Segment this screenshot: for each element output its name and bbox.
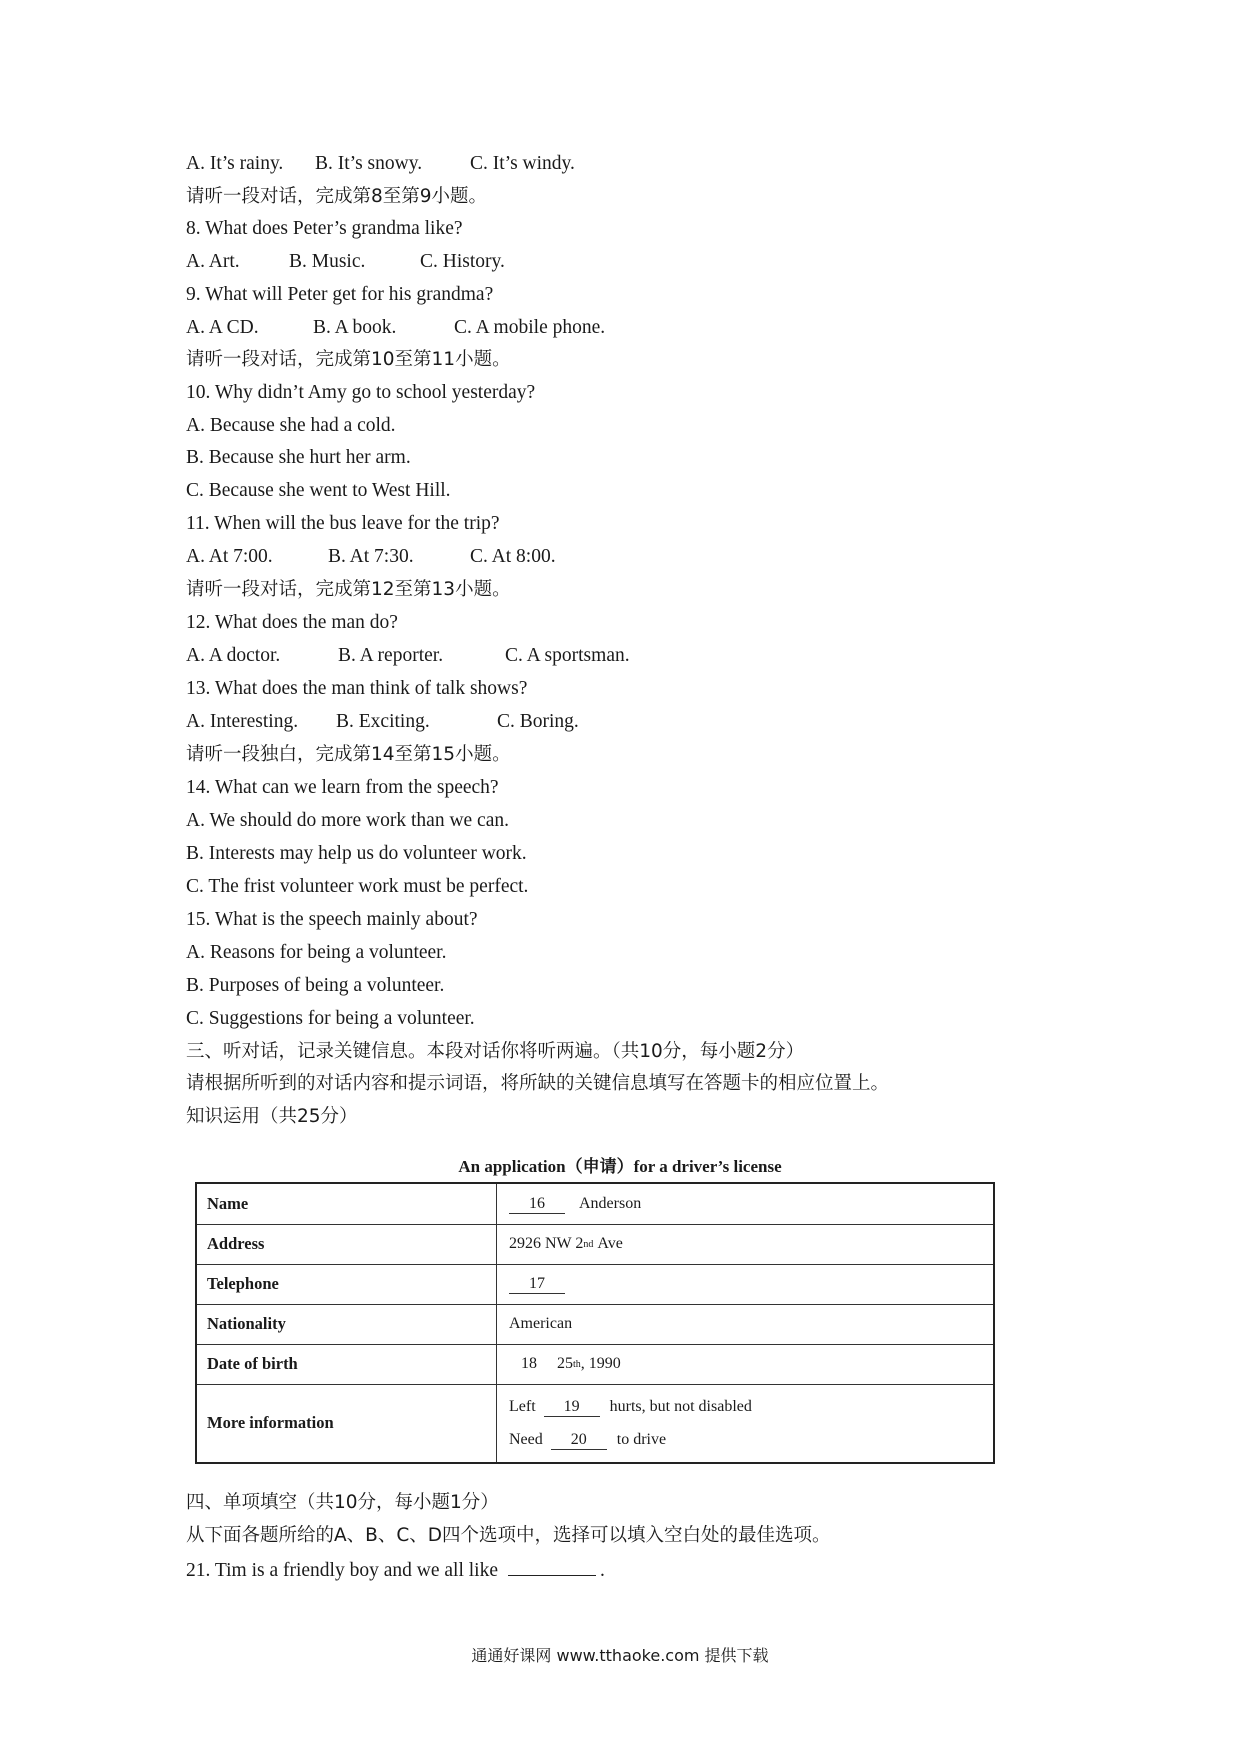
question-15: 15. What is the speech mainly about? [186,909,478,930]
name-value: Anderson [579,1195,642,1212]
question-12: 12. What does the man do? [186,612,398,633]
q13-options [186,710,579,734]
q15-option-a: A. Reasons for being a volunteer. [186,942,447,963]
q11-option-c: C. At 8:00. [470,546,556,567]
dialog-12-13-instruction: 请听一段对话，完成第12至第13小题。 [186,579,511,600]
more-line2-post: to drive [616,1431,667,1448]
q7-option-b: B. It’s snowy. [315,153,423,174]
q9-options [186,316,605,340]
q21-end: . [599,1560,605,1581]
blank-20: 20 [551,1431,607,1450]
more-line1-pre: Left [509,1398,536,1415]
address-value: 2926 NW 2 [509,1235,584,1252]
q9-option-c: C. A mobile phone. [454,317,606,338]
q14-option-a: A. We should do more work than we can. [186,810,509,831]
q12-option-b: B. A reporter. [338,645,444,666]
monologue-14-15-instruction: 请听一段独白，完成第14至第15小题。 [186,744,511,765]
q10-option-c: C. Because she went to West Hill. [186,480,451,501]
dob-value-cell [497,1344,993,1384]
address-label: Address [197,1224,497,1264]
section-3-instruction: 请根据所听到的对话内容和提示词语，将所缺的关键信息填写在答题卡的相应位置上。 [186,1073,890,1094]
more-info-line-1 [509,1390,752,1423]
footer-credit: 通通好课网 www.tthaoke.com 提供下载 [471,1646,769,1665]
name-label: Name [197,1184,497,1224]
blank-17: 17 [509,1275,565,1294]
telephone-value-cell [497,1264,993,1304]
blank-16: 16 [509,1195,565,1214]
blank-18: 18 [521,1355,537,1372]
section-4-instruction: 从下面各题所给的A、B、C、D四个选项中，选择可以填入空白处的最佳选项。 [186,1525,831,1546]
q15-option-b: B. Purposes of being a volunteer. [186,975,445,996]
question-10: 10. Why didn’t Amy go to school yesterday? [186,382,536,403]
more-info-line-2 [509,1423,666,1456]
application-title: An application（申请）for a driver’s license [458,1157,782,1176]
q7-option-c: C. It’s windy. [470,153,575,174]
blank-19: 19 [544,1398,600,1417]
row-name [197,1184,993,1225]
row-date-of-birth [197,1344,993,1385]
q7-options [186,152,575,176]
nationality-value-cell [497,1304,993,1344]
q21-text: 21. Tim is a friendly boy and we all like [186,1560,498,1581]
q8-option-b: B. Music. [289,251,366,272]
more-line1-post: hurts, but not disabled [609,1398,752,1415]
q15-option-c: C. Suggestions for being a volunteer. [186,1008,475,1029]
q12-option-c: C. A sportsman. [505,645,630,666]
q11-option-a: A. At 7:00. [186,546,273,567]
question-13: 13. What does the man think of talk shows? [186,678,528,699]
q12-option-a: A. A doctor. [186,645,281,666]
q7-option-a: A. It’s rainy. [186,153,284,174]
q8-option-c: C. History. [420,251,505,272]
address-sup: nd [583,1238,594,1250]
dob-day: 25 [557,1355,573,1372]
question-9: 9. What will Peter get for his grandma? [186,284,494,305]
q11-option-b: B. At 7:30. [328,546,414,567]
row-address [197,1224,993,1265]
q9-option-a: A. A CD. [186,317,259,338]
row-telephone [197,1264,993,1305]
q10-option-a: A. Because she had a cold. [186,415,396,436]
more-info-value-cell [497,1384,993,1462]
question-21 [186,1557,605,1583]
q9-option-b: B. A book. [313,317,397,338]
row-nationality [197,1304,993,1345]
row-more-information [197,1384,993,1462]
section-3-heading: 三、听对话，记录关键信息。本段对话你将听两遍。（共10分，每小题2分） [186,1041,805,1062]
q14-option-b: B. Interests may help us do volunteer work. [186,843,527,864]
q13-option-b: B. Exciting. [336,711,430,732]
name-value-cell [497,1184,993,1224]
question-14: 14. What can we learn from the speech? [186,777,499,798]
q12-options [186,644,630,668]
q13-option-a: A. Interesting. [186,711,299,732]
more-line2-pre: Need [509,1431,543,1448]
knowledge-heading: 知识运用（共25分） [186,1106,358,1127]
question-8: 8. What does Peter’s grandma like? [186,218,463,239]
q8-options [186,250,505,274]
q13-option-c: C. Boring. [497,711,579,732]
more-info-label: More information [197,1384,497,1462]
dob-label: Date of birth [197,1344,497,1384]
question-11: 11. When will the bus leave for the trip? [186,513,500,534]
address-tail: Ave [597,1235,623,1252]
dob-year: , 1990 [580,1355,621,1372]
dob-sup: th [573,1358,581,1370]
application-table [195,1182,995,1464]
dialog-8-9-instruction: 请听一段对话，完成第8至第9小题。 [186,186,488,207]
q8-option-a: A. Art. [186,251,240,272]
dialog-10-11-instruction: 请听一段对话，完成第10至第11小题。 [186,349,511,370]
q14-option-c: C. The frist volunteer work must be perfect. [186,876,529,897]
nationality-value: American [509,1315,573,1332]
q11-options [186,545,556,569]
q10-option-b: B. Because she hurt her arm. [186,447,411,468]
address-value-cell [497,1224,993,1264]
nationality-label: Nationality [197,1304,497,1344]
telephone-label: Telephone [197,1264,497,1304]
section-4-heading: 四、单项填空（共10分，每小题1分） [186,1492,499,1513]
q21-answer-blank [508,1557,596,1576]
